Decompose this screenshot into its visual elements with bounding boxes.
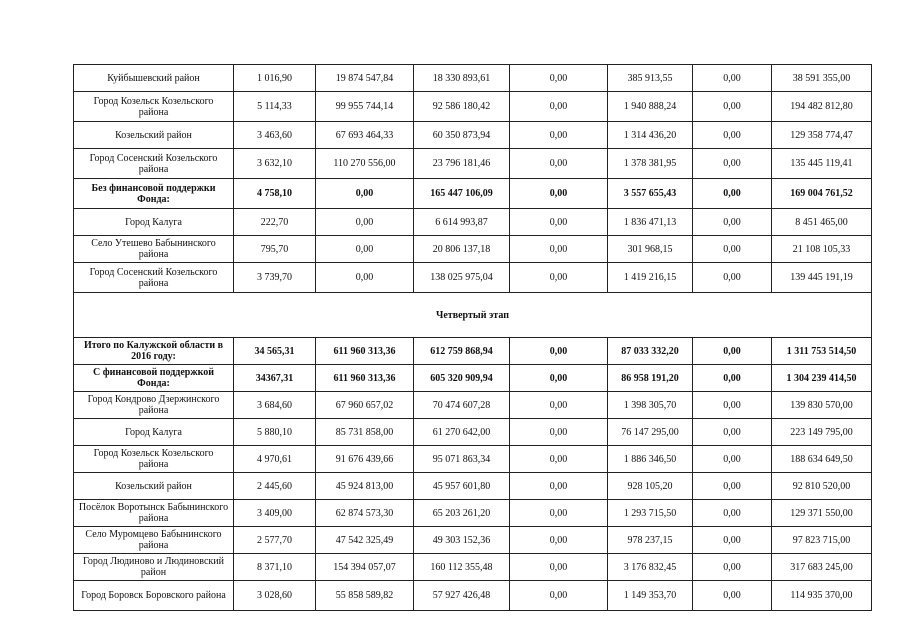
value-cell-c1: 34 565,31 bbox=[234, 338, 316, 365]
row-name-cell: Посёлок Воротынск Бабынинского района bbox=[74, 500, 234, 527]
row-name-cell: Город Сосенский Козельского района bbox=[74, 263, 234, 293]
value-cell-c1: 8 371,10 bbox=[234, 554, 316, 581]
row-name-cell: Козельский район bbox=[74, 473, 234, 500]
table-row bbox=[74, 473, 872, 500]
value-cell-c4: 0,00 bbox=[510, 446, 608, 473]
value-cell-c2: 611 960 313,36 bbox=[316, 365, 414, 392]
value-cell-c5: 76 147 295,00 bbox=[608, 419, 693, 446]
value-cell-c7: 129 371 550,00 bbox=[772, 500, 872, 527]
row-name-cell: Город Кондрово Дзержинского района bbox=[74, 392, 234, 419]
value-cell-c4: 0,00 bbox=[510, 263, 608, 293]
value-cell-c6: 0,00 bbox=[693, 446, 772, 473]
table-row bbox=[74, 554, 872, 581]
table-row bbox=[74, 92, 872, 122]
value-cell-c6: 0,00 bbox=[693, 122, 772, 149]
value-cell-c5: 1 836 471,13 bbox=[608, 209, 693, 236]
row-name-cell: С финансовой поддержкой Фонда: bbox=[74, 365, 234, 392]
value-cell-c3: 57 927 426,48 bbox=[414, 581, 510, 611]
row-name-cell: Куйбышевский район bbox=[74, 65, 234, 92]
value-cell-c7: 1 311 753 514,50 bbox=[772, 338, 872, 365]
value-cell-c7: 1 304 239 414,50 bbox=[772, 365, 872, 392]
value-cell-c3: 6 614 993,87 bbox=[414, 209, 510, 236]
row-name-cell: Город Калуга bbox=[74, 419, 234, 446]
value-cell-c3: 165 447 106,09 bbox=[414, 179, 510, 209]
value-cell-c2: 154 394 057,07 bbox=[316, 554, 414, 581]
value-cell-c3: 65 203 261,20 bbox=[414, 500, 510, 527]
value-cell-c1: 5 114,33 bbox=[234, 92, 316, 122]
value-cell-c5: 978 237,15 bbox=[608, 527, 693, 554]
table-row bbox=[74, 236, 872, 263]
value-cell-c5: 928 105,20 bbox=[608, 473, 693, 500]
value-cell-c6: 0,00 bbox=[693, 338, 772, 365]
row-name-cell: Итого по Калужской области в 2016 году: bbox=[74, 338, 234, 365]
value-cell-c5: 1 314 436,20 bbox=[608, 122, 693, 149]
value-cell-c2: 85 731 858,00 bbox=[316, 419, 414, 446]
value-cell-c7: 114 935 370,00 bbox=[772, 581, 872, 611]
row-name-cell: Город Сосенский Козельского района bbox=[74, 149, 234, 179]
value-cell-c4: 0,00 bbox=[510, 527, 608, 554]
value-cell-c1: 34367,31 bbox=[234, 365, 316, 392]
value-cell-c7: 188 634 649,50 bbox=[772, 446, 872, 473]
value-cell-c7: 194 482 812,80 bbox=[772, 92, 872, 122]
value-cell-c7: 139 830 570,00 bbox=[772, 392, 872, 419]
stage-title: Четвертый этап bbox=[74, 293, 872, 338]
value-cell-c1: 3 463,60 bbox=[234, 122, 316, 149]
value-cell-c2: 99 955 744,14 bbox=[316, 92, 414, 122]
value-cell-c2: 67 960 657,02 bbox=[316, 392, 414, 419]
value-cell-c7: 8 451 465,00 bbox=[772, 209, 872, 236]
value-cell-c2: 67 693 464,33 bbox=[316, 122, 414, 149]
table-row bbox=[74, 527, 872, 554]
row-name-cell: Козельский район bbox=[74, 122, 234, 149]
value-cell-c5: 1 419 216,15 bbox=[608, 263, 693, 293]
value-cell-c7: 38 591 355,00 bbox=[772, 65, 872, 92]
value-cell-c2: 0,00 bbox=[316, 209, 414, 236]
value-cell-c3: 92 586 180,42 bbox=[414, 92, 510, 122]
table-row bbox=[74, 419, 872, 446]
value-cell-c2: 47 542 325,49 bbox=[316, 527, 414, 554]
row-name-cell: Без финансовой поддержки Фонда: bbox=[74, 179, 234, 209]
value-cell-c3: 160 112 355,48 bbox=[414, 554, 510, 581]
value-cell-c3: 70 474 607,28 bbox=[414, 392, 510, 419]
value-cell-c1: 795,70 bbox=[234, 236, 316, 263]
table-row bbox=[74, 65, 872, 92]
value-cell-c4: 0,00 bbox=[510, 179, 608, 209]
table-body-bottom bbox=[74, 338, 872, 611]
value-cell-c5: 1 293 715,50 bbox=[608, 500, 693, 527]
value-cell-c1: 2 577,70 bbox=[234, 527, 316, 554]
value-cell-c4: 0,00 bbox=[510, 419, 608, 446]
value-cell-c5: 385 913,55 bbox=[608, 65, 693, 92]
value-cell-c1: 1 016,90 bbox=[234, 65, 316, 92]
value-cell-c2: 55 858 589,82 bbox=[316, 581, 414, 611]
value-cell-c4: 0,00 bbox=[510, 365, 608, 392]
value-cell-c6: 0,00 bbox=[693, 209, 772, 236]
value-cell-c1: 5 880,10 bbox=[234, 419, 316, 446]
value-cell-c4: 0,00 bbox=[510, 236, 608, 263]
value-cell-c4: 0,00 bbox=[510, 392, 608, 419]
value-cell-c1: 3 632,10 bbox=[234, 149, 316, 179]
value-cell-c3: 49 303 152,36 bbox=[414, 527, 510, 554]
value-cell-c6: 0,00 bbox=[693, 554, 772, 581]
value-cell-c7: 317 683 245,00 bbox=[772, 554, 872, 581]
value-cell-c6: 0,00 bbox=[693, 500, 772, 527]
value-cell-c3: 605 320 909,94 bbox=[414, 365, 510, 392]
value-cell-c4: 0,00 bbox=[510, 581, 608, 611]
table-row bbox=[74, 581, 872, 611]
value-cell-c5: 301 968,15 bbox=[608, 236, 693, 263]
value-cell-c6: 0,00 bbox=[693, 527, 772, 554]
table-row bbox=[74, 263, 872, 293]
row-name-cell: Город Калуга bbox=[74, 209, 234, 236]
funding-table bbox=[73, 64, 872, 611]
value-cell-c7: 92 810 520,00 bbox=[772, 473, 872, 500]
value-cell-c4: 0,00 bbox=[510, 65, 608, 92]
value-cell-c7: 135 445 119,41 bbox=[772, 149, 872, 179]
value-cell-c2: 19 874 547,84 bbox=[316, 65, 414, 92]
value-cell-c7: 223 149 795,00 bbox=[772, 419, 872, 446]
table-row bbox=[74, 365, 872, 392]
value-cell-c5: 3 176 832,45 bbox=[608, 554, 693, 581]
value-cell-c4: 0,00 bbox=[510, 92, 608, 122]
value-cell-c7: 169 004 761,52 bbox=[772, 179, 872, 209]
value-cell-c5: 1 398 305,70 bbox=[608, 392, 693, 419]
row-name-cell: Село Муромцево Бабынинского района bbox=[74, 527, 234, 554]
value-cell-c3: 612 759 868,94 bbox=[414, 338, 510, 365]
value-cell-c5: 1 886 346,50 bbox=[608, 446, 693, 473]
value-cell-c1: 3 409,00 bbox=[234, 500, 316, 527]
table-row bbox=[74, 392, 872, 419]
value-cell-c7: 21 108 105,33 bbox=[772, 236, 872, 263]
stage-header-row bbox=[74, 293, 872, 338]
value-cell-c1: 4 970,61 bbox=[234, 446, 316, 473]
value-cell-c2: 0,00 bbox=[316, 179, 414, 209]
row-name-cell: Село Утешево Бабынинского района bbox=[74, 236, 234, 263]
value-cell-c3: 45 957 601,80 bbox=[414, 473, 510, 500]
value-cell-c7: 97 823 715,00 bbox=[772, 527, 872, 554]
value-cell-c2: 110 270 556,00 bbox=[316, 149, 414, 179]
value-cell-c1: 3 028,60 bbox=[234, 581, 316, 611]
value-cell-c6: 0,00 bbox=[693, 179, 772, 209]
value-cell-c1: 2 445,60 bbox=[234, 473, 316, 500]
value-cell-c4: 0,00 bbox=[510, 554, 608, 581]
value-cell-c2: 611 960 313,36 bbox=[316, 338, 414, 365]
value-cell-c4: 0,00 bbox=[510, 500, 608, 527]
value-cell-c3: 138 025 975,04 bbox=[414, 263, 510, 293]
value-cell-c2: 91 676 439,66 bbox=[316, 446, 414, 473]
value-cell-c3: 23 796 181,46 bbox=[414, 149, 510, 179]
row-name-cell: Город Козельск Козельского района bbox=[74, 92, 234, 122]
table-row bbox=[74, 149, 872, 179]
value-cell-c5: 3 557 655,43 bbox=[608, 179, 693, 209]
value-cell-c4: 0,00 bbox=[510, 122, 608, 149]
value-cell-c5: 1 940 888,24 bbox=[608, 92, 693, 122]
value-cell-c6: 0,00 bbox=[693, 365, 772, 392]
value-cell-c3: 95 071 863,34 bbox=[414, 446, 510, 473]
table-body-top bbox=[74, 65, 872, 293]
value-cell-c6: 0,00 bbox=[693, 419, 772, 446]
value-cell-c2: 62 874 573,30 bbox=[316, 500, 414, 527]
value-cell-c4: 0,00 bbox=[510, 473, 608, 500]
value-cell-c6: 0,00 bbox=[693, 236, 772, 263]
value-cell-c6: 0,00 bbox=[693, 149, 772, 179]
value-cell-c5: 1 378 381,95 bbox=[608, 149, 693, 179]
table-row bbox=[74, 122, 872, 149]
value-cell-c7: 139 445 191,19 bbox=[772, 263, 872, 293]
value-cell-c1: 3 684,60 bbox=[234, 392, 316, 419]
value-cell-c6: 0,00 bbox=[693, 263, 772, 293]
value-cell-c2: 0,00 bbox=[316, 263, 414, 293]
table-row bbox=[74, 338, 872, 365]
table-row bbox=[74, 179, 872, 209]
value-cell-c5: 86 958 191,20 bbox=[608, 365, 693, 392]
value-cell-c7: 129 358 774,47 bbox=[772, 122, 872, 149]
value-cell-c2: 45 924 813,00 bbox=[316, 473, 414, 500]
value-cell-c6: 0,00 bbox=[693, 581, 772, 611]
table-row bbox=[74, 446, 872, 473]
value-cell-c3: 61 270 642,00 bbox=[414, 419, 510, 446]
table-row bbox=[74, 209, 872, 236]
value-cell-c4: 0,00 bbox=[510, 209, 608, 236]
value-cell-c1: 3 739,70 bbox=[234, 263, 316, 293]
value-cell-c4: 0,00 bbox=[510, 338, 608, 365]
stage-section bbox=[74, 293, 872, 338]
value-cell-c1: 4 758,10 bbox=[234, 179, 316, 209]
value-cell-c4: 0,00 bbox=[510, 149, 608, 179]
value-cell-c6: 0,00 bbox=[693, 473, 772, 500]
value-cell-c2: 0,00 bbox=[316, 236, 414, 263]
value-cell-c6: 0,00 bbox=[693, 65, 772, 92]
table-row bbox=[74, 500, 872, 527]
value-cell-c3: 20 806 137,18 bbox=[414, 236, 510, 263]
document-page bbox=[73, 64, 871, 611]
value-cell-c5: 87 033 332,20 bbox=[608, 338, 693, 365]
value-cell-c6: 0,00 bbox=[693, 392, 772, 419]
value-cell-c3: 18 330 893,61 bbox=[414, 65, 510, 92]
value-cell-c3: 60 350 873,94 bbox=[414, 122, 510, 149]
value-cell-c5: 1 149 353,70 bbox=[608, 581, 693, 611]
value-cell-c6: 0,00 bbox=[693, 92, 772, 122]
row-name-cell: Город Боровск Боровского района bbox=[74, 581, 234, 611]
value-cell-c1: 222,70 bbox=[234, 209, 316, 236]
row-name-cell: Город Козельск Козельского района bbox=[74, 446, 234, 473]
row-name-cell: Город Людиново и Людиновский район bbox=[74, 554, 234, 581]
